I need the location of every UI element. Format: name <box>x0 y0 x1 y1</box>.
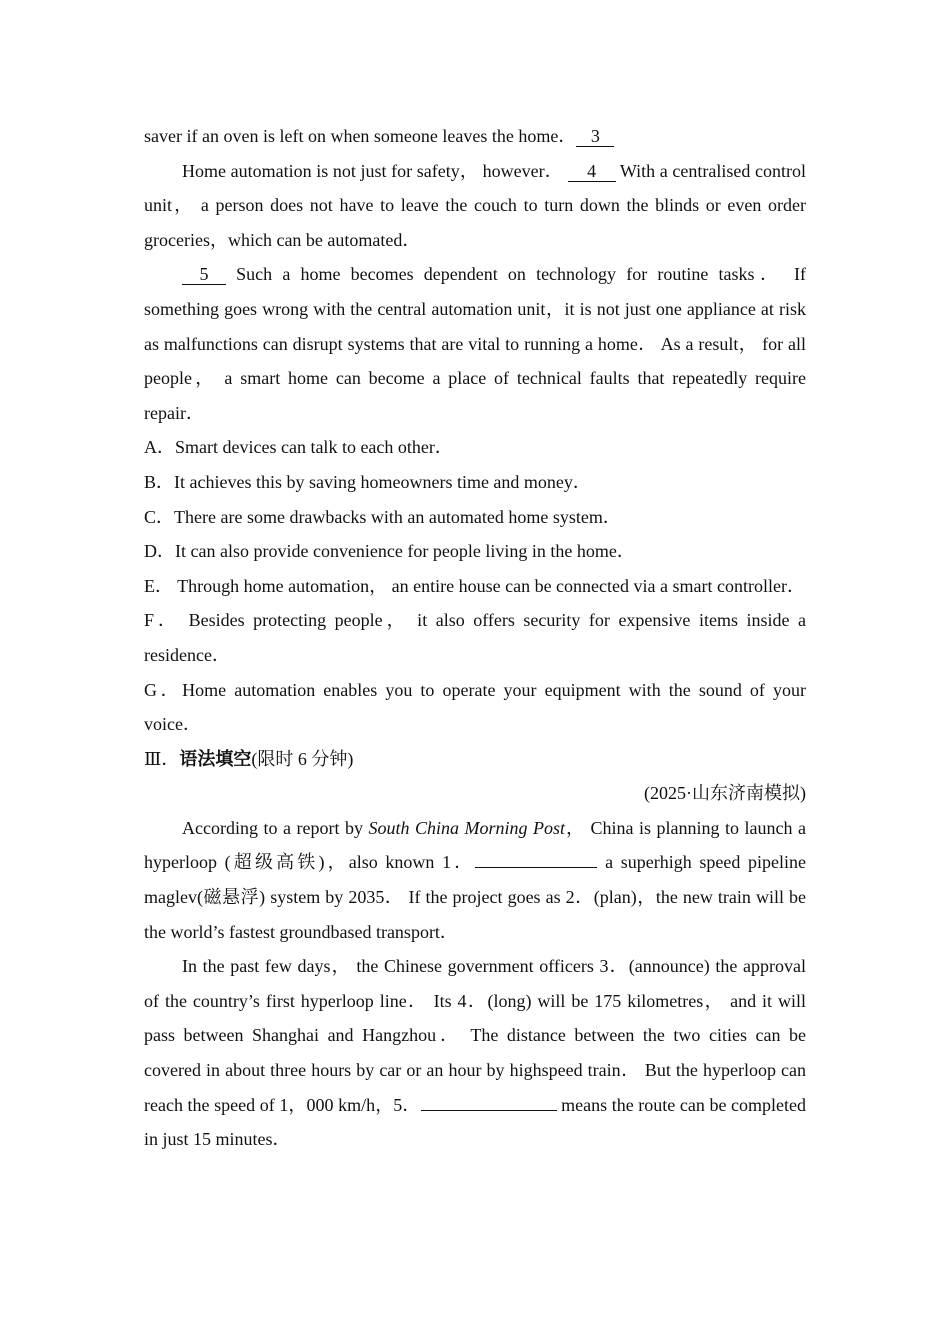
fill-blank-1 <box>475 867 597 868</box>
option-a: A．Smart devices can talk to each other． <box>144 437 453 458</box>
option-f: F． Besides protecting people， it also offers security for expensive items inside a residence． <box>144 610 806 665</box>
option-e: E． Through home automation， an entire house can be connected via a smart controller． <box>144 575 805 596</box>
grammar-paragraph-2 <box>144 949 806 1157</box>
fill-blank-5 <box>421 1110 557 1111</box>
paragraph-text: ， China is planning to launch a hyperloop (超级高铁)，also known 1． <box>144 817 806 873</box>
question-source: (2025·山东济南模拟) <box>644 783 806 804</box>
option-g: G．Home automation enables you to operate your equipment with the sound of your voice． <box>144 679 806 735</box>
reading-paragraph-3 <box>144 257 806 430</box>
paragraph-text: a superhigh speed pipeline maglev(磁悬浮) system by 2035． If the project goes as 2．(plan)，the new train will be the world’s fastest groundbased transport． <box>144 852 806 942</box>
section-timing: (限时 6 分钟) <box>251 748 354 769</box>
document-page <box>144 119 806 1157</box>
newspaper-name: South China Morning Post <box>368 817 565 838</box>
answer-blank-3: 3 <box>576 126 614 147</box>
answer-blank-4: 4 <box>568 161 616 182</box>
grammar-paragraph-1 <box>144 811 806 949</box>
section-number: Ⅲ． <box>144 748 180 769</box>
reading-paragraph-2 <box>144 154 806 258</box>
section-heading <box>144 742 806 777</box>
option-b: B．It achieves this by saving homeowners time and money． <box>144 471 591 492</box>
paragraph-text: Such a home becomes dependent on technology for routine tasks． If something goes wrong with the central automation unit，it is not just one appliance at risk as malfunctions can disrupt systems that are vital to running a home． As a result， for all people， a smart home can become a place of technical faults that repeatedly require repair． <box>144 264 806 423</box>
section-title: 语法填空 <box>179 748 252 769</box>
option-c: C．There are some drawbacks with an automated home system． <box>144 506 621 527</box>
paragraph-text: saver if an oven is left on when someone leaves the home． <box>144 126 577 146</box>
paragraph-text: According to a report by <box>182 817 369 838</box>
option-d: D．It can also provide convenience for people living in the home． <box>144 541 635 562</box>
paragraph-text: With a centralised control unit， a person does not have to leave the couch to turn down the blinds or even order groceries，which can be automated． <box>144 160 806 250</box>
answer-blank-5: 5 <box>182 264 226 285</box>
reading-paragraph-1 <box>144 119 806 154</box>
paragraph-text: In the past few days， the Chinese government officers 3．(announce) the approval of the country’s first hyperloop line． Its 4．(long) will be 175 kilometres， and it will pass between Shanghai and Hangzhou． The distance between the two cities can be covered in about three hours by car or an hour by highspeed train． But the hyperloop can reach the speed of 1，000 km/h，5． <box>144 956 806 1115</box>
paragraph-text: Home automation is not just for safety， however． <box>182 160 563 181</box>
paragraph-text: means the route can be completed in just 15 minutes． <box>144 1094 806 1150</box>
